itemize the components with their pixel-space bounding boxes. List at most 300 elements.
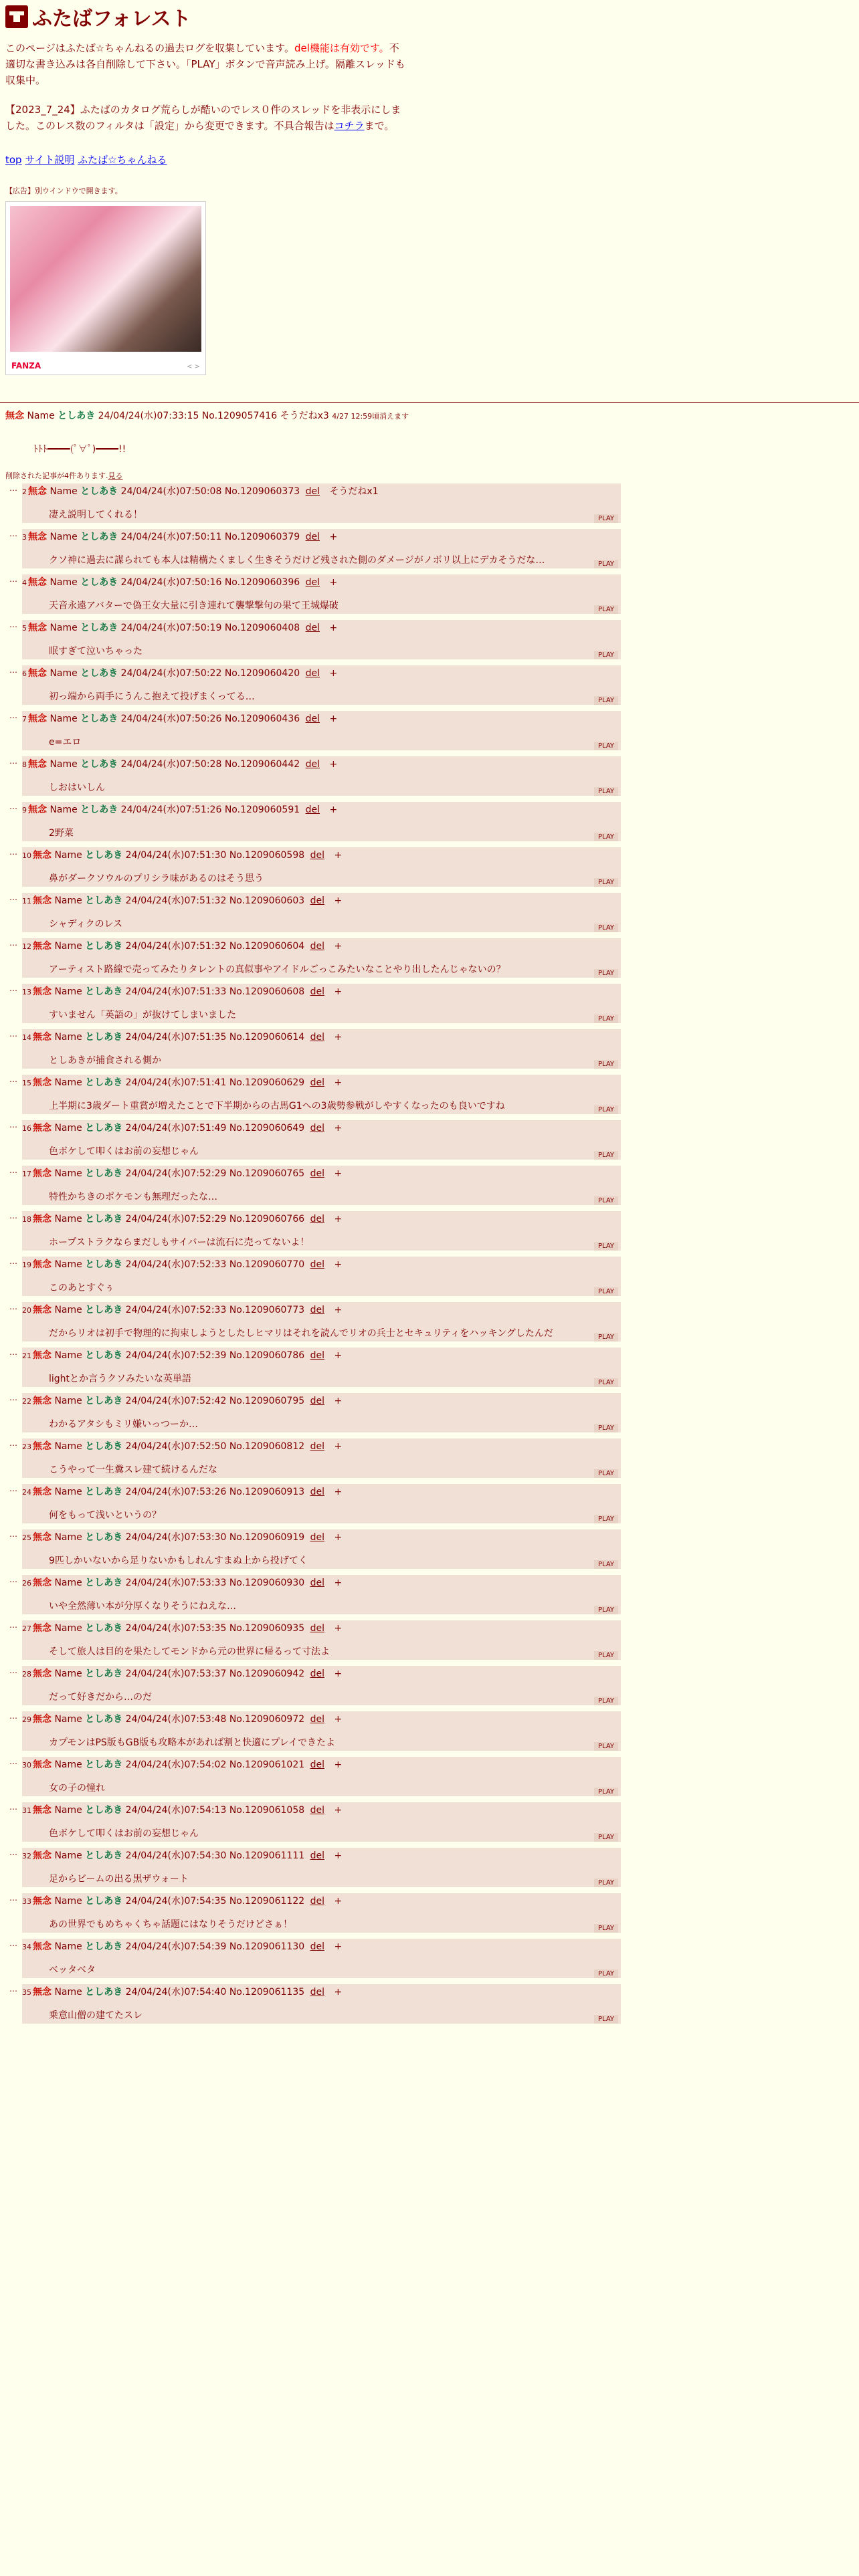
del-button[interactable]: del bbox=[310, 1896, 324, 1907]
del-button[interactable]: del bbox=[310, 1305, 324, 1315]
play-button[interactable]: PLAY bbox=[594, 1105, 618, 1114]
soudane-plus-button[interactable]: + bbox=[334, 1850, 343, 1861]
reply-expand-dots[interactable]: … bbox=[9, 1984, 17, 1994]
play-button[interactable]: PLAY bbox=[594, 833, 618, 841]
reply-body: あの世界でもめちゃくちゃ話題にはなりそうだけどさぁ！ bbox=[49, 1919, 292, 1930]
reply-number: 3 bbox=[22, 533, 27, 542]
soudane-plus-button[interactable]: + bbox=[334, 1714, 343, 1725]
del-button[interactable]: del bbox=[305, 668, 320, 679]
soudane-plus-button[interactable]: + bbox=[334, 1669, 343, 1679]
del-button[interactable]: del bbox=[310, 986, 324, 997]
reply-name-word: Name bbox=[54, 1032, 82, 1043]
ad-label: 【広告】別ウインドウで開きます。 bbox=[5, 187, 122, 195]
reply-gap bbox=[5, 1432, 854, 1438]
del-button[interactable]: del bbox=[310, 1532, 324, 1543]
play-button[interactable]: PLAY bbox=[594, 969, 618, 978]
reply-gap bbox=[5, 1387, 854, 1393]
reply-post-no: No.1209060420 bbox=[224, 668, 300, 679]
del-button[interactable]: del bbox=[310, 1123, 324, 1134]
reply-post bbox=[9, 802, 621, 841]
reply-gap bbox=[5, 978, 854, 984]
reply-expand-dots[interactable]: … bbox=[9, 1257, 17, 1266]
play-button[interactable]: PLAY bbox=[594, 1196, 618, 1205]
reply-post bbox=[9, 1302, 621, 1341]
soudane-plus-button[interactable]: + bbox=[334, 986, 343, 997]
reply-gap bbox=[5, 614, 854, 620]
soudane-plus-button[interactable]: + bbox=[329, 668, 338, 679]
del-button[interactable]: del bbox=[310, 1214, 324, 1224]
del-button[interactable]: del bbox=[305, 486, 320, 497]
reply-body: カプモンはPS版もGB版も攻略本があれば割と快適にプレイできたよ bbox=[49, 1737, 335, 1748]
reply-post bbox=[9, 711, 621, 750]
reply-expand-dots[interactable]: … bbox=[9, 711, 17, 720]
reply-post bbox=[9, 1666, 621, 1705]
reply-number: 7 bbox=[22, 715, 27, 724]
reply-post bbox=[9, 1848, 621, 1887]
op-soudane[interactable]: そうだねx3 bbox=[280, 411, 329, 421]
reply-expand-dots[interactable]: … bbox=[9, 938, 17, 948]
reply-user: としあき bbox=[80, 623, 118, 633]
soudane-plus-button[interactable]: + bbox=[329, 714, 338, 724]
play-button[interactable]: PLAY bbox=[594, 1606, 618, 1614]
reply-name-label: 無念 bbox=[33, 1714, 52, 1725]
reply-datetime: 24/04/24(水)07:52:39 bbox=[125, 1350, 227, 1361]
reply-gap bbox=[5, 1705, 854, 1711]
play-button[interactable]: PLAY bbox=[594, 924, 618, 932]
soudane-plus-button[interactable]: + bbox=[334, 1623, 343, 1634]
soudane-plus-button[interactable]: + bbox=[334, 1305, 343, 1315]
del-enabled-notice: del機能は有効です。 bbox=[294, 42, 389, 54]
reply-name-word: Name bbox=[54, 1532, 82, 1543]
soudane-plus-button[interactable]: + bbox=[334, 850, 343, 861]
reply-expand-dots[interactable]: … bbox=[9, 893, 17, 902]
play-button[interactable]: PLAY bbox=[594, 1151, 618, 1160]
reply-expand-dots[interactable]: … bbox=[9, 1302, 17, 1311]
reply-name-word: Name bbox=[54, 850, 82, 861]
deleted-note-text: 削除された記事が4件あります. bbox=[5, 471, 108, 480]
del-button[interactable]: del bbox=[310, 1941, 324, 1952]
del-button[interactable]: del bbox=[310, 895, 324, 906]
reply-number: 18 bbox=[22, 1215, 31, 1224]
reply-datetime: 24/04/24(水)07:52:33 bbox=[125, 1305, 227, 1315]
play-button[interactable]: PLAY bbox=[594, 1879, 618, 1887]
reply-expand-dots[interactable]: … bbox=[9, 1757, 17, 1766]
reply-post-no: No.1209060396 bbox=[224, 577, 300, 588]
op-datetime: 24/04/24(水)07:33:15 bbox=[98, 411, 199, 421]
reply-number: 17 bbox=[22, 1170, 31, 1178]
reply-name-label: 無念 bbox=[33, 1623, 52, 1634]
reply-expand-dots[interactable]: … bbox=[9, 1620, 17, 1630]
play-button[interactable]: PLAY bbox=[594, 1242, 618, 1251]
report-link[interactable]: コチラ bbox=[334, 120, 365, 132]
play-button[interactable]: PLAY bbox=[594, 696, 618, 705]
reply-user: としあき bbox=[85, 1168, 123, 1179]
reply-user: としあき bbox=[85, 1578, 123, 1588]
reply-expand-dots[interactable]: … bbox=[9, 1529, 17, 1539]
reply-name-word: Name bbox=[54, 941, 82, 952]
soudane-plus-button[interactable]: そうだねx1 bbox=[329, 486, 379, 497]
reply-header bbox=[22, 1211, 621, 1226]
reply-gap bbox=[5, 1614, 854, 1620]
reply-name-label: 無念 bbox=[33, 1350, 52, 1361]
reply-body: 眠すぎて泣いちゃった bbox=[49, 646, 142, 657]
soudane-plus-button[interactable]: + bbox=[334, 1077, 343, 1088]
site-logo-icon[interactable] bbox=[5, 5, 28, 28]
reply-gap bbox=[5, 1296, 854, 1302]
reply-header bbox=[22, 711, 621, 726]
reply-expand-dots[interactable]: … bbox=[9, 1939, 17, 1948]
reply-name-label: 無念 bbox=[33, 1396, 52, 1406]
reply-number: 8 bbox=[22, 760, 27, 769]
reply-header bbox=[22, 620, 621, 635]
play-button[interactable]: PLAY bbox=[594, 605, 618, 614]
reply-post-no: No.1209060913 bbox=[229, 1487, 305, 1497]
site-title: ふたばフォレスト bbox=[32, 7, 191, 31]
reply-gap bbox=[5, 1842, 854, 1848]
reply-expand-dots[interactable]: … bbox=[9, 1029, 17, 1039]
reply-post bbox=[9, 529, 621, 568]
play-button[interactable]: PLAY bbox=[594, 1742, 618, 1751]
del-button[interactable]: del bbox=[310, 1850, 324, 1861]
soudane-plus-button[interactable]: + bbox=[334, 1987, 343, 1998]
play-button[interactable]: PLAY bbox=[594, 742, 618, 750]
reply-post bbox=[9, 574, 621, 614]
reply-body: 上半期に3歳ダート重賞が増えたことで下半期からの古馬G1への3歳勢参戦がしやすくなったのも良いですね bbox=[49, 1101, 505, 1111]
reply-header bbox=[22, 484, 621, 498]
reply-user: としあき bbox=[85, 941, 123, 952]
reply-number: 29 bbox=[22, 1715, 31, 1724]
reply-body: 特性かちきのポケモンも無理だったな… bbox=[49, 1192, 217, 1202]
play-button[interactable]: PLAY bbox=[594, 878, 618, 887]
reply-expand-dots[interactable]: … bbox=[9, 1393, 17, 1402]
reply-gap bbox=[5, 659, 854, 665]
soudane-plus-button[interactable]: + bbox=[334, 1214, 343, 1224]
top-link[interactable]: top bbox=[5, 154, 22, 166]
site-header bbox=[5, 3, 854, 31]
play-button[interactable]: PLAY bbox=[594, 1788, 618, 1796]
play-button[interactable]: PLAY bbox=[594, 514, 618, 523]
reply-number: 35 bbox=[22, 1988, 31, 1997]
soudane-plus-button[interactable]: + bbox=[334, 1396, 343, 1406]
reply-post bbox=[9, 1257, 621, 1296]
soudane-plus-button[interactable]: + bbox=[334, 1123, 343, 1134]
reply-name-label: 無念 bbox=[28, 759, 47, 770]
del-button[interactable]: del bbox=[305, 759, 320, 770]
reply-user: としあき bbox=[85, 1669, 123, 1679]
reply-header bbox=[22, 1620, 621, 1635]
play-button[interactable]: PLAY bbox=[594, 1333, 618, 1341]
reply-body: いや全然薄い本が分厚くなりそうにねえな… bbox=[49, 1601, 236, 1612]
reply-post-no: No.1209060812 bbox=[229, 1441, 305, 1452]
reply-expand-dots[interactable]: … bbox=[9, 984, 17, 993]
reply-post-no: No.1209061111 bbox=[229, 1850, 305, 1861]
reply-gap bbox=[5, 1751, 854, 1757]
play-button[interactable]: PLAY bbox=[594, 1060, 618, 1069]
play-button[interactable]: PLAY bbox=[594, 1651, 618, 1660]
del-button[interactable]: del bbox=[310, 1441, 324, 1452]
reply-user: としあき bbox=[85, 895, 123, 906]
play-button[interactable]: PLAY bbox=[594, 1969, 618, 1978]
reply-expand-dots[interactable]: … bbox=[9, 1893, 17, 1903]
reply-expand-dots[interactable]: … bbox=[9, 529, 17, 538]
reply-name-label: 無念 bbox=[33, 1441, 52, 1452]
del-button[interactable]: del bbox=[310, 1350, 324, 1361]
reply-expand-dots[interactable]: … bbox=[9, 1438, 17, 1448]
reply-user: としあき bbox=[80, 532, 118, 542]
reply-gap bbox=[5, 1205, 854, 1211]
deleted-note bbox=[5, 470, 854, 481]
reply-expand-dots[interactable]: … bbox=[9, 574, 17, 584]
reply-post bbox=[9, 1620, 621, 1660]
reply-post-no: No.1209060935 bbox=[229, 1623, 305, 1634]
reply-number: 11 bbox=[22, 897, 31, 905]
reply-gap bbox=[5, 796, 854, 802]
soudane-plus-button[interactable]: + bbox=[329, 759, 338, 770]
reply-name-word: Name bbox=[54, 1259, 82, 1270]
reply-name-label: 無念 bbox=[28, 804, 47, 815]
del-button[interactable]: del bbox=[310, 1032, 324, 1043]
reply-datetime: 24/04/24(水)07:52:29 bbox=[125, 1168, 227, 1179]
soudane-plus-button[interactable]: + bbox=[334, 1759, 343, 1770]
ad-banner[interactable] bbox=[5, 201, 206, 375]
reply-expand-dots[interactable]: … bbox=[9, 756, 17, 766]
play-button[interactable]: PLAY bbox=[594, 1014, 618, 1023]
play-button[interactable]: PLAY bbox=[594, 1287, 618, 1296]
soudane-plus-button[interactable]: + bbox=[334, 1896, 343, 1907]
reply-expand-dots[interactable]: … bbox=[9, 1711, 17, 1721]
play-button[interactable]: PLAY bbox=[594, 1424, 618, 1432]
play-button[interactable]: PLAY bbox=[594, 787, 618, 796]
reply-post-no: No.1209060373 bbox=[224, 486, 300, 497]
soudane-plus-button[interactable]: + bbox=[329, 577, 338, 588]
del-button[interactable]: del bbox=[310, 1168, 324, 1179]
play-button[interactable]: PLAY bbox=[594, 1833, 618, 1842]
reply-header bbox=[22, 1757, 621, 1772]
reply-user: としあき bbox=[85, 1759, 123, 1770]
play-button[interactable]: PLAY bbox=[594, 560, 618, 568]
reply-header bbox=[22, 756, 621, 771]
del-button[interactable]: del bbox=[310, 1987, 324, 1998]
reply-name-word: Name bbox=[50, 532, 78, 542]
reply-user: としあき bbox=[85, 1532, 123, 1543]
reply-name-word: Name bbox=[54, 1850, 82, 1861]
reply-name-label: 無念 bbox=[28, 532, 47, 542]
reply-expand-dots[interactable]: … bbox=[9, 620, 17, 629]
reply-post-no: No.1209060942 bbox=[229, 1669, 305, 1679]
reply-header bbox=[22, 1393, 621, 1408]
reply-header bbox=[22, 1802, 621, 1817]
soudane-plus-button[interactable]: + bbox=[329, 804, 338, 815]
reply-datetime: 24/04/24(水)07:50:22 bbox=[120, 668, 222, 679]
del-button[interactable]: del bbox=[310, 1487, 324, 1497]
reply-name-label: 無念 bbox=[33, 1305, 52, 1315]
soudane-plus-button[interactable]: + bbox=[334, 1578, 343, 1588]
soudane-plus-button[interactable]: + bbox=[334, 1941, 343, 1952]
soudane-plus-button[interactable]: + bbox=[334, 1350, 343, 1361]
reply-body: 色ボケして叩くはお前の妄想じゃん bbox=[49, 1828, 199, 1839]
reply-datetime: 24/04/24(水)07:54:39 bbox=[125, 1941, 227, 1952]
del-button[interactable]: del bbox=[310, 1396, 324, 1406]
reply-body: このあとすぐぅ bbox=[49, 1283, 114, 1293]
soudane-plus-button[interactable]: + bbox=[334, 1532, 343, 1543]
reply-post-no: No.1209060770 bbox=[229, 1259, 305, 1270]
soudane-plus-button[interactable]: + bbox=[329, 532, 338, 542]
del-button[interactable]: del bbox=[310, 1259, 324, 1270]
reply-datetime: 24/04/24(水)07:53:30 bbox=[125, 1532, 227, 1543]
del-button[interactable]: del bbox=[305, 623, 320, 633]
reply-name-word: Name bbox=[54, 1077, 82, 1088]
site-info-link[interactable]: サイト説明 bbox=[25, 154, 75, 166]
reply-name-word: Name bbox=[54, 1305, 82, 1315]
ad-image[interactable] bbox=[10, 206, 201, 352]
reply-gap bbox=[5, 841, 854, 847]
play-button[interactable]: PLAY bbox=[594, 1378, 618, 1387]
reply-post bbox=[9, 893, 621, 932]
del-button[interactable]: del bbox=[310, 1759, 324, 1770]
reply-gap bbox=[5, 932, 854, 938]
reply-user: としあき bbox=[85, 1077, 123, 1088]
update-text: 【2023_7_24】ふたばのカタログ荒らしが酷いのでレス０件のスレッドを非表示にしました。このレス数のフィルタは「設定」から変更できます。不具合報告は bbox=[5, 104, 401, 132]
reply-datetime: 24/04/24(水)07:51:32 bbox=[125, 895, 227, 906]
reply-name-word: Name bbox=[50, 714, 78, 724]
reply-number: 26 bbox=[22, 1579, 31, 1588]
del-button[interactable]: del bbox=[310, 1077, 324, 1088]
reply-expand-dots[interactable]: … bbox=[9, 665, 17, 675]
intro-notice bbox=[5, 40, 407, 88]
reply-expand-dots[interactable]: … bbox=[9, 1211, 17, 1220]
reply-expand-dots[interactable]: … bbox=[9, 484, 17, 493]
soudane-plus-button[interactable]: + bbox=[334, 941, 343, 952]
reply-name-label: 無念 bbox=[33, 1896, 52, 1907]
soudane-plus-button[interactable]: + bbox=[334, 1259, 343, 1270]
op-expire: 4/27 12:59頃消えます bbox=[332, 412, 409, 421]
reply-number: 2 bbox=[22, 488, 27, 496]
futaba-link[interactable]: ふたば☆ちゃんねる bbox=[78, 154, 167, 166]
reply-post-no: No.1209060604 bbox=[229, 941, 305, 952]
reply-body: e=エロ bbox=[49, 737, 82, 748]
reply-expand-dots[interactable]: … bbox=[9, 1166, 17, 1175]
reply-expand-dots[interactable]: … bbox=[9, 1575, 17, 1584]
op-name-label: 無念 bbox=[5, 411, 24, 421]
del-button[interactable]: del bbox=[310, 1805, 324, 1816]
reply-expand-dots[interactable]: … bbox=[9, 802, 17, 811]
del-button[interactable]: del bbox=[310, 850, 324, 861]
del-button[interactable]: del bbox=[310, 1669, 324, 1679]
play-button[interactable]: PLAY bbox=[594, 1924, 618, 1933]
del-button[interactable]: del bbox=[305, 714, 320, 724]
soudane-plus-button[interactable]: + bbox=[334, 1032, 343, 1043]
soudane-plus-button[interactable]: + bbox=[334, 1441, 343, 1452]
soudane-plus-button[interactable]: + bbox=[329, 623, 338, 633]
reply-user: としあき bbox=[85, 1350, 123, 1361]
soudane-plus-button[interactable]: + bbox=[334, 1168, 343, 1179]
reply-header bbox=[22, 1484, 621, 1499]
reply-user: としあき bbox=[85, 1805, 123, 1816]
reply-expand-dots[interactable]: … bbox=[9, 1120, 17, 1130]
reply-expand-dots[interactable]: … bbox=[9, 847, 17, 857]
reply-gap bbox=[5, 705, 854, 711]
reply-body: 女の子の憧れ bbox=[49, 1783, 105, 1794]
reply-header bbox=[22, 847, 621, 862]
reply-body: ベッタベタ bbox=[49, 1965, 96, 1975]
play-button[interactable]: PLAY bbox=[594, 1515, 618, 1523]
reply-user: としあき bbox=[85, 1850, 123, 1861]
ad-nav-arrows[interactable]: < > bbox=[187, 363, 200, 370]
reply-gap bbox=[5, 1341, 854, 1348]
reply-list bbox=[5, 484, 854, 2030]
op-number: No.1209057416 bbox=[201, 411, 278, 421]
reply-number: 34 bbox=[22, 1943, 31, 1951]
reply-name-label: 無念 bbox=[28, 623, 47, 633]
reply-expand-dots[interactable]: … bbox=[9, 1666, 17, 1675]
reply-datetime: 24/04/24(水)07:52:50 bbox=[125, 1441, 227, 1452]
reply-name-label: 無念 bbox=[28, 714, 47, 724]
reply-expand-dots[interactable]: … bbox=[9, 1348, 17, 1357]
play-button[interactable]: PLAY bbox=[594, 651, 618, 659]
reply-expand-dots[interactable]: … bbox=[9, 1802, 17, 1812]
divider bbox=[0, 402, 859, 403]
del-button[interactable]: del bbox=[310, 941, 324, 952]
del-button[interactable]: del bbox=[305, 532, 320, 542]
reply-name-label: 無念 bbox=[28, 668, 47, 679]
del-button[interactable]: del bbox=[305, 577, 320, 588]
reply-body: 何をもって浅いというの？ bbox=[49, 1510, 161, 1521]
play-button[interactable]: PLAY bbox=[594, 2015, 618, 2024]
reply-number: 22 bbox=[22, 1397, 31, 1406]
reply-name-label: 無念 bbox=[33, 1987, 52, 1998]
play-button[interactable]: PLAY bbox=[594, 1697, 618, 1705]
soudane-plus-button[interactable]: + bbox=[334, 895, 343, 906]
soudane-plus-button[interactable]: + bbox=[334, 1487, 343, 1497]
reply-post-no: No.1209061058 bbox=[229, 1805, 305, 1816]
reply-datetime: 24/04/24(水)07:51:49 bbox=[125, 1123, 227, 1134]
reply-gap bbox=[5, 1933, 854, 1939]
reply-post bbox=[9, 938, 621, 978]
soudane-plus-button[interactable]: + bbox=[334, 1805, 343, 1816]
reply-gap bbox=[5, 1523, 854, 1529]
reply-name-word: Name bbox=[54, 1941, 82, 1952]
reply-expand-dots[interactable]: … bbox=[9, 1075, 17, 1084]
del-button[interactable]: del bbox=[310, 1714, 324, 1725]
reply-expand-dots[interactable]: … bbox=[9, 1484, 17, 1493]
reply-name-label: 無念 bbox=[33, 986, 52, 997]
reply-number: 14 bbox=[22, 1033, 31, 1042]
reply-post-no: No.1209061135 bbox=[229, 1987, 305, 1998]
reply-name-label: 無念 bbox=[33, 1805, 52, 1816]
reply-user: としあき bbox=[80, 486, 118, 497]
reply-post bbox=[9, 1075, 621, 1114]
del-button[interactable]: del bbox=[310, 1578, 324, 1588]
reply-name-word: Name bbox=[54, 1759, 82, 1770]
reply-header bbox=[22, 1711, 621, 1726]
del-button[interactable]: del bbox=[310, 1623, 324, 1634]
reply-post-no: No.1209060408 bbox=[224, 623, 300, 633]
reply-number: 10 bbox=[22, 851, 31, 860]
reply-body: アーティスト路線で売ってみたりタレントの真似事やアイドルごっこみたいなことやり出したんじゃないの？ bbox=[49, 964, 506, 975]
del-button[interactable]: del bbox=[305, 804, 320, 815]
reply-number: 30 bbox=[22, 1761, 31, 1769]
reply-body: わかるアタシもミリ嫌いっつーか… bbox=[49, 1419, 199, 1430]
reply-name-label: 無念 bbox=[33, 1669, 52, 1679]
show-deleted-link[interactable]: 見る bbox=[108, 471, 123, 480]
reply-expand-dots[interactable]: … bbox=[9, 1848, 17, 1857]
reply-name-label: 無念 bbox=[33, 1123, 52, 1134]
reply-post-no: No.1209060598 bbox=[229, 850, 305, 861]
reply-number: 5 bbox=[22, 624, 27, 633]
play-button[interactable]: PLAY bbox=[594, 1560, 618, 1569]
reply-datetime: 24/04/24(水)07:50:08 bbox=[120, 486, 222, 497]
play-button[interactable]: PLAY bbox=[594, 1469, 618, 1478]
